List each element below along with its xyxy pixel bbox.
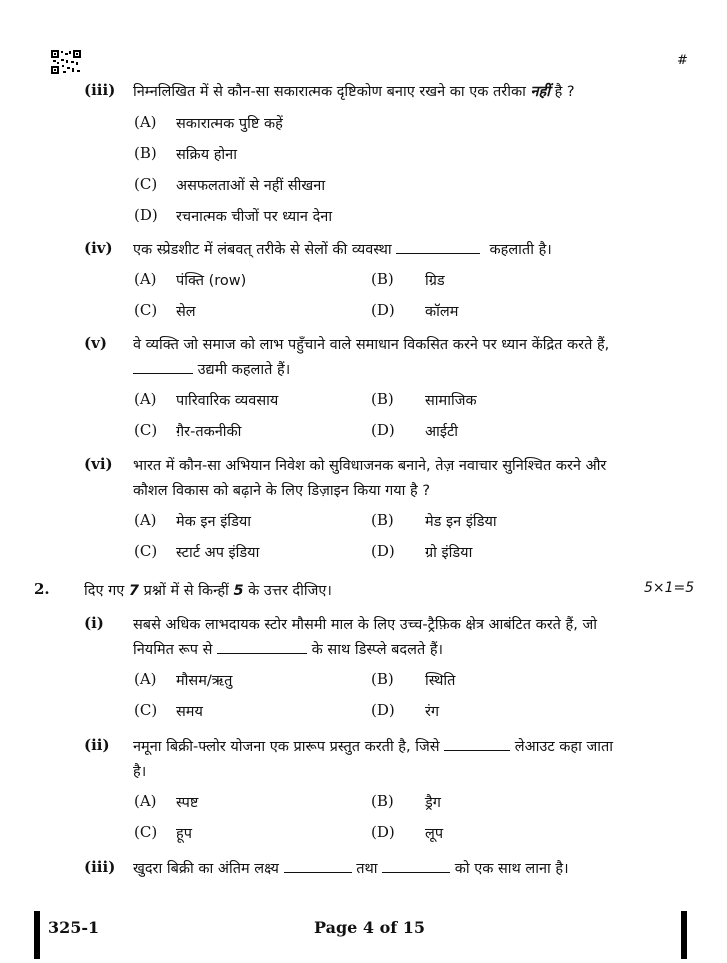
option-label: (D) xyxy=(134,206,158,224)
option-text: ग्रिड xyxy=(425,273,445,289)
question-number: 2. xyxy=(34,580,50,598)
question-number: (vi) xyxy=(84,455,113,473)
option-label: (B) xyxy=(371,670,394,688)
option-label: (D) xyxy=(371,701,395,719)
option-text: स्थिति xyxy=(425,673,456,689)
option-label: (C) xyxy=(134,823,158,841)
option-label: (A) xyxy=(134,792,157,810)
option-label: (B) xyxy=(371,270,394,288)
question-number: (iii) xyxy=(84,858,116,876)
answer-blank xyxy=(284,858,352,873)
option-label: (A) xyxy=(134,511,157,529)
option-text: ग़ैर-तकनीकी xyxy=(176,424,242,440)
option-text: ग्रो इंडिया xyxy=(425,545,473,561)
option-label: (D) xyxy=(371,301,395,319)
answer-blank xyxy=(444,736,510,751)
option-label: (B) xyxy=(134,144,157,162)
option-text: पंक्ति (row) xyxy=(176,273,247,289)
answer-blank xyxy=(382,858,450,873)
question-instruction: दिए गए 7 प्रश्नों में से किन्हीं 5 के उत्तर दीजिए। xyxy=(84,583,332,599)
question-text: कौशल विकास को बढ़ाने के लिए डिज़ाइन किया गया है ? xyxy=(133,483,431,499)
option-text: लूप xyxy=(425,826,444,842)
question-text: नमूना बिक्री-फ्लोर योजना एक प्रारूप प्रस्तुत करती है, जिसे लेआउट कहा जाता xyxy=(133,736,613,756)
option-label: (B) xyxy=(371,792,394,810)
question-text: खुदरा बिक्री का अंतिम लक्ष्य तथा को एक साथ लाना है। xyxy=(133,858,569,878)
question-text: है। xyxy=(133,764,147,780)
option-label: (D) xyxy=(371,542,395,560)
option-label: (A) xyxy=(134,113,157,131)
option-label: (C) xyxy=(134,542,158,560)
answer-blank xyxy=(217,639,307,654)
footer-bar-left xyxy=(34,911,40,959)
question-text: निम्नलिखित में से कौन-सा सकारात्मक दृष्टिकोण बनाए रखने का एक तरीका नहीं है ? xyxy=(133,84,575,100)
option-text: समय xyxy=(176,704,203,720)
qr-code xyxy=(51,50,81,74)
option-text: मेक इन इंडिया xyxy=(176,514,251,530)
corner-mark: # xyxy=(677,53,688,68)
question-text: एक स्प्रेडशीट में लंबवत् तरीके से सेलों की व्यवस्था कहलाती है। xyxy=(133,239,552,259)
option-text: सामाजिक xyxy=(425,393,477,409)
question-number: (iii) xyxy=(84,81,116,99)
option-text: ड्रैग xyxy=(425,795,441,811)
answer-blank xyxy=(133,359,193,374)
option-label: (D) xyxy=(371,823,395,841)
question-number: (iv) xyxy=(84,239,113,257)
option-text: रंग xyxy=(425,704,440,720)
question-text: भारत में कौन-सा अभियान निवेश को सुविधाजनक बनाने, तेज़ नवाचार सुनिश्चित करने और xyxy=(133,458,607,474)
option-label: (C) xyxy=(134,301,158,319)
option-label: (A) xyxy=(134,390,157,408)
option-text: सक्रिय होना xyxy=(176,147,237,163)
option-text: कॉलम xyxy=(425,304,459,320)
question-text: सबसे अधिक लाभदायक स्टोर मौसमी माल के लिए उच्च-ट्रैफ़िक क्षेत्र आबंटित करते हैं, जो xyxy=(133,617,597,633)
question-number: (ii) xyxy=(84,736,110,754)
option-label: (C) xyxy=(134,421,158,439)
question-text: वे व्यक्ति जो समाज को लाभ पहुँचाने वाले समाधान विकसित करने पर ध्यान केंद्रित करते हैं, xyxy=(133,337,610,353)
answer-blank xyxy=(396,239,480,254)
option-label: (B) xyxy=(371,511,394,529)
option-label: (A) xyxy=(134,670,157,688)
option-text: पारिवारिक व्यवसाय xyxy=(176,393,279,409)
option-text: आईटी xyxy=(425,424,459,440)
question-number: (i) xyxy=(84,614,104,632)
option-label: (B) xyxy=(371,390,394,408)
option-label: (D) xyxy=(371,421,395,439)
option-text: सेल xyxy=(176,304,196,320)
option-label: (A) xyxy=(134,270,157,288)
option-text: स्टार्ट अप इंडिया xyxy=(176,545,260,561)
question-number: (v) xyxy=(84,334,107,352)
option-text: मौसम/ऋतु xyxy=(176,673,233,689)
option-label: (C) xyxy=(134,701,158,719)
footer-bar-right xyxy=(681,911,687,959)
option-text: असफलताओं से नहीं सीखना xyxy=(176,178,326,194)
option-label: (C) xyxy=(134,175,158,193)
option-text: रचनात्मक चीजों पर ध्यान देना xyxy=(176,209,333,225)
option-text: सकारात्मक पुष्टि कहें xyxy=(176,116,283,132)
option-text: स्पष्ट xyxy=(176,795,199,811)
question-text: नियमित रूप से के साथ डिस्प्ले बदलते हैं। xyxy=(133,639,443,659)
marks-allocation: 5×1=5 xyxy=(644,580,695,596)
question-text: उद्यमी कहलाते हैं। xyxy=(133,359,290,379)
paper-code: 325-1 xyxy=(48,918,100,937)
option-text: मेड इन इंडिया xyxy=(425,514,497,530)
option-text: हूप xyxy=(176,826,192,842)
page-number: Page 4 of 15 xyxy=(314,918,425,937)
